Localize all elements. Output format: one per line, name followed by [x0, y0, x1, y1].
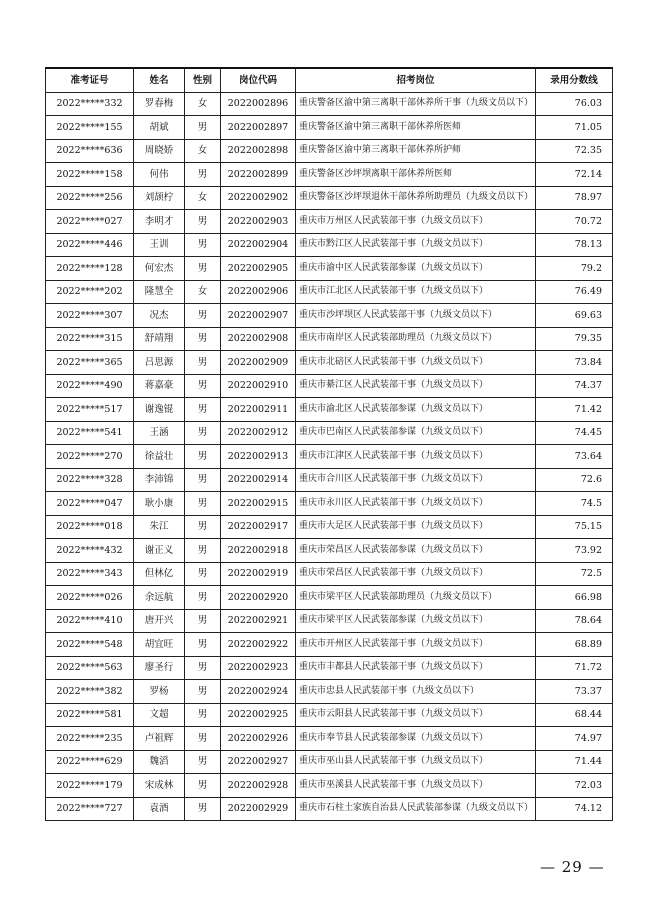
- score-line-cell: 73.64: [536, 445, 613, 469]
- table-row: [46, 257, 613, 281]
- gender-cell: 男: [185, 327, 221, 351]
- table-row: [46, 374, 613, 398]
- name-cell: 唐开兴: [134, 609, 185, 633]
- position-code-cell: 2022002909: [221, 351, 296, 375]
- position-cell: 重庆市开州区人民武装部干事（九级文员以下）: [296, 633, 536, 657]
- exam-id-cell: 2022*****517: [46, 398, 134, 422]
- score-line-cell: 78.97: [536, 186, 613, 210]
- position-cell: 重庆市梁平区人民武装部助理员（九级文员以下）: [296, 586, 536, 610]
- name-cell: 舒靖翔: [134, 327, 185, 351]
- exam-id-cell: 2022*****332: [46, 92, 134, 116]
- gender-cell: 女: [185, 280, 221, 304]
- gender-cell: 男: [185, 703, 221, 727]
- position-code-cell: 2022002906: [221, 280, 296, 304]
- score-line-cell: 70.72: [536, 210, 613, 234]
- position-cell: 重庆市江北区人民武装部干事（九级文员以下）: [296, 280, 536, 304]
- name-cell: 王涵: [134, 421, 185, 445]
- position-cell: 重庆市黔江区人民武装部干事（九级文员以下）: [296, 233, 536, 257]
- position-cell: 重庆市永川区人民武装部干事（九级文员以下）: [296, 492, 536, 516]
- gender-cell: 男: [185, 727, 221, 751]
- name-cell: 但林亿: [134, 562, 185, 586]
- gender-cell: 男: [185, 539, 221, 563]
- exam-id-cell: 2022*****410: [46, 609, 134, 633]
- exam-id-cell: 2022*****256: [46, 186, 134, 210]
- gender-cell: 男: [185, 421, 221, 445]
- name-cell: 宋成林: [134, 774, 185, 798]
- gender-cell: 男: [185, 351, 221, 375]
- score-line-cell: 71.72: [536, 656, 613, 680]
- table-header-row: [46, 68, 613, 92]
- position-code-cell: 2022002912: [221, 421, 296, 445]
- table-row: [46, 468, 613, 492]
- gender-cell: 男: [185, 515, 221, 539]
- table-row: [46, 633, 613, 657]
- table-row: [46, 539, 613, 563]
- position-cell: 重庆市巫溪县人民武装部干事（九级文员以下）: [296, 774, 536, 798]
- position-cell: 重庆警备区渝中第三离职干部休养所医师: [296, 116, 536, 140]
- page-number: — 29 —: [540, 858, 605, 876]
- position-code-cell: 2022002904: [221, 233, 296, 257]
- gender-cell: 男: [185, 374, 221, 398]
- position-cell: 重庆市南岸区人民武装部助理员（九级文员以下）: [296, 327, 536, 351]
- exam-id-cell: 2022*****727: [46, 797, 134, 821]
- position-code-cell: 2022002928: [221, 774, 296, 798]
- exam-id-cell: 2022*****270: [46, 445, 134, 469]
- gender-cell: 男: [185, 633, 221, 657]
- score-line-cell: 76.49: [536, 280, 613, 304]
- gender-cell: 女: [185, 139, 221, 163]
- name-cell: 谢正义: [134, 539, 185, 563]
- table-row: [46, 680, 613, 704]
- score-line-cell: 74.37: [536, 374, 613, 398]
- score-line-cell: 72.6: [536, 468, 613, 492]
- exam-id-cell: 2022*****328: [46, 468, 134, 492]
- table-row: [46, 797, 613, 821]
- exam-id-cell: 2022*****018: [46, 515, 134, 539]
- table-row: [46, 139, 613, 163]
- name-cell: 文超: [134, 703, 185, 727]
- position-code-cell: 2022002915: [221, 492, 296, 516]
- score-line-cell: 72.14: [536, 163, 613, 187]
- exam-id-cell: 2022*****490: [46, 374, 134, 398]
- table-row: [46, 586, 613, 610]
- table-row: [46, 750, 613, 774]
- table-row: [46, 445, 613, 469]
- position-cell: 重庆市渝北区人民武装部参谋（九级文员以下）: [296, 398, 536, 422]
- position-cell: 重庆市云阳县人民武装部干事（九级文员以下）: [296, 703, 536, 727]
- position-cell: 重庆市巫山县人民武装部干事（九级文员以下）: [296, 750, 536, 774]
- gender-cell: 男: [185, 468, 221, 492]
- name-cell: 刘颉柠: [134, 186, 185, 210]
- header-name: 姓名: [134, 68, 185, 92]
- exam-id-cell: 2022*****179: [46, 774, 134, 798]
- table-row: [46, 351, 613, 375]
- table-row: [46, 304, 613, 328]
- header-position-code: 岗位代码: [221, 68, 296, 92]
- score-line-cell: 71.44: [536, 750, 613, 774]
- table-row: [46, 116, 613, 140]
- gender-cell: 男: [185, 257, 221, 281]
- gender-cell: 男: [185, 656, 221, 680]
- score-line-cell: 73.84: [536, 351, 613, 375]
- score-line-cell: 72.5: [536, 562, 613, 586]
- exam-id-cell: 2022*****563: [46, 656, 134, 680]
- exam-id-cell: 2022*****128: [46, 257, 134, 281]
- position-cell: 重庆市石柱土家族自治县人民武装部参谋（九级文员以下）: [296, 797, 536, 821]
- score-line-cell: 79.35: [536, 327, 613, 351]
- table-row: [46, 562, 613, 586]
- score-line-cell: 69.63: [536, 304, 613, 328]
- position-code-cell: 2022002899: [221, 163, 296, 187]
- gender-cell: 男: [185, 445, 221, 469]
- gender-cell: 男: [185, 562, 221, 586]
- score-line-cell: 74.45: [536, 421, 613, 445]
- position-cell: 重庆市万州区人民武装部干事（九级文员以下）: [296, 210, 536, 234]
- name-cell: 隆慧全: [134, 280, 185, 304]
- position-code-cell: 2022002919: [221, 562, 296, 586]
- name-cell: 廖圣行: [134, 656, 185, 680]
- position-cell: 重庆市梁平区人民武装部参谋（九级文员以下）: [296, 609, 536, 633]
- name-cell: 周晓娇: [134, 139, 185, 163]
- name-cell: 袁酒: [134, 797, 185, 821]
- position-code-cell: 2022002911: [221, 398, 296, 422]
- name-cell: 胡斌: [134, 116, 185, 140]
- table-row: [46, 774, 613, 798]
- exam-id-cell: 2022*****636: [46, 139, 134, 163]
- score-line-cell: 72.03: [536, 774, 613, 798]
- position-code-cell: 2022002917: [221, 515, 296, 539]
- gender-cell: 男: [185, 398, 221, 422]
- score-line-cell: 68.89: [536, 633, 613, 657]
- gender-cell: 男: [185, 586, 221, 610]
- score-line-cell: 68.44: [536, 703, 613, 727]
- exam-id-cell: 2022*****541: [46, 421, 134, 445]
- position-code-cell: 2022002908: [221, 327, 296, 351]
- position-cell: 重庆市忠县人民武装部干事（九级文员以下）: [296, 680, 536, 704]
- name-cell: 朱江: [134, 515, 185, 539]
- position-code-cell: 2022002921: [221, 609, 296, 633]
- position-code-cell: 2022002910: [221, 374, 296, 398]
- position-code-cell: 2022002907: [221, 304, 296, 328]
- name-cell: 耿小康: [134, 492, 185, 516]
- position-cell: 重庆市荣昌区人民武装部参谋（九级文员以下）: [296, 539, 536, 563]
- table-body: [46, 92, 613, 821]
- name-cell: 罗杨: [134, 680, 185, 704]
- position-code-cell: 2022002929: [221, 797, 296, 821]
- name-cell: 余远航: [134, 586, 185, 610]
- position-code-cell: 2022002923: [221, 656, 296, 680]
- table-row: [46, 92, 613, 116]
- name-cell: 胡宜旺: [134, 633, 185, 657]
- position-code-cell: 2022002926: [221, 727, 296, 751]
- header-position: 招考岗位: [296, 68, 536, 92]
- position-code-cell: 2022002920: [221, 586, 296, 610]
- admission-score-table: [45, 67, 613, 821]
- name-cell: 罗春梅: [134, 92, 185, 116]
- gender-cell: 男: [185, 680, 221, 704]
- table-row: [46, 609, 613, 633]
- exam-id-cell: 2022*****446: [46, 233, 134, 257]
- name-cell: 王训: [134, 233, 185, 257]
- gender-cell: 男: [185, 609, 221, 633]
- exam-id-cell: 2022*****026: [46, 586, 134, 610]
- exam-id-cell: 2022*****382: [46, 680, 134, 704]
- position-cell: 重庆市合川区人民武装部干事（九级文员以下）: [296, 468, 536, 492]
- position-cell: 重庆市大足区人民武装部干事（九级文员以下）: [296, 515, 536, 539]
- position-code-cell: 2022002902: [221, 186, 296, 210]
- table-row: [46, 398, 613, 422]
- gender-cell: 女: [185, 186, 221, 210]
- score-line-cell: 74.97: [536, 727, 613, 751]
- table-row: [46, 703, 613, 727]
- table-row: [46, 233, 613, 257]
- table-row: [46, 163, 613, 187]
- header-exam-id: 准考证号: [46, 68, 134, 92]
- position-code-cell: 2022002898: [221, 139, 296, 163]
- exam-id-cell: 2022*****629: [46, 750, 134, 774]
- position-code-cell: 2022002905: [221, 257, 296, 281]
- score-line-cell: 66.98: [536, 586, 613, 610]
- name-cell: 徐益壮: [134, 445, 185, 469]
- position-cell: 重庆市巴南区人民武装部参谋（九级文员以下）: [296, 421, 536, 445]
- position-cell: 重庆市北碚区人民武装部干事（九级文员以下）: [296, 351, 536, 375]
- exam-id-cell: 2022*****581: [46, 703, 134, 727]
- gender-cell: 男: [185, 163, 221, 187]
- table-row: [46, 656, 613, 680]
- name-cell: 吕思源: [134, 351, 185, 375]
- header-score-line: 录用分数线: [536, 68, 613, 92]
- name-cell: 卢祖辉: [134, 727, 185, 751]
- position-cell: 重庆警备区沙坪坝退休干部休养所助理员（九级文员以下）: [296, 186, 536, 210]
- score-line-cell: 71.05: [536, 116, 613, 140]
- score-line-cell: 72.35: [536, 139, 613, 163]
- position-code-cell: 2022002927: [221, 750, 296, 774]
- position-code-cell: 2022002897: [221, 116, 296, 140]
- gender-cell: 男: [185, 774, 221, 798]
- exam-id-cell: 2022*****155: [46, 116, 134, 140]
- position-code-cell: 2022002925: [221, 703, 296, 727]
- position-cell: 重庆市江津区人民武装部干事（九级文员以下）: [296, 445, 536, 469]
- score-line-cell: 79.2: [536, 257, 613, 281]
- name-cell: 魏滔: [134, 750, 185, 774]
- position-cell: 重庆警备区渝中第三离职干部休养所护师: [296, 139, 536, 163]
- table-row: [46, 492, 613, 516]
- gender-cell: 男: [185, 750, 221, 774]
- gender-cell: 男: [185, 492, 221, 516]
- position-cell: 重庆市荣昌区人民武装部干事（九级文员以下）: [296, 562, 536, 586]
- table-row: [46, 327, 613, 351]
- name-cell: 况杰: [134, 304, 185, 328]
- position-code-cell: 2022002896: [221, 92, 296, 116]
- position-code-cell: 2022002903: [221, 210, 296, 234]
- header-gender: 性别: [185, 68, 221, 92]
- table-row: [46, 210, 613, 234]
- exam-id-cell: 2022*****158: [46, 163, 134, 187]
- exam-id-cell: 2022*****307: [46, 304, 134, 328]
- position-cell: 重庆市奉节县人民武装部参谋（九级文员以下）: [296, 727, 536, 751]
- exam-id-cell: 2022*****047: [46, 492, 134, 516]
- gender-cell: 男: [185, 304, 221, 328]
- name-cell: 蒋嘉豪: [134, 374, 185, 398]
- score-line-cell: 78.13: [536, 233, 613, 257]
- gender-cell: 女: [185, 92, 221, 116]
- score-line-cell: 76.03: [536, 92, 613, 116]
- score-line-cell: 75.15: [536, 515, 613, 539]
- gender-cell: 男: [185, 116, 221, 140]
- exam-id-cell: 2022*****315: [46, 327, 134, 351]
- exam-id-cell: 2022*****548: [46, 633, 134, 657]
- position-cell: 重庆市丰都县人民武装部干事（九级文员以下）: [296, 656, 536, 680]
- name-cell: 谢逸锟: [134, 398, 185, 422]
- score-line-cell: 78.64: [536, 609, 613, 633]
- position-cell: 重庆警备区沙坪坝离职干部休养所医师: [296, 163, 536, 187]
- table-row: [46, 280, 613, 304]
- position-code-cell: 2022002914: [221, 468, 296, 492]
- position-code-cell: 2022002924: [221, 680, 296, 704]
- position-cell: 重庆市渝中区人民武装部参谋（九级文员以下）: [296, 257, 536, 281]
- score-line-cell: 74.5: [536, 492, 613, 516]
- table-row: [46, 186, 613, 210]
- position-cell: 重庆市沙坪坝区人民武装部干事（九级文员以下）: [296, 304, 536, 328]
- table-row: [46, 421, 613, 445]
- table-row: [46, 727, 613, 751]
- exam-id-cell: 2022*****343: [46, 562, 134, 586]
- score-line-cell: 71.42: [536, 398, 613, 422]
- gender-cell: 男: [185, 797, 221, 821]
- name-cell: 何伟: [134, 163, 185, 187]
- exam-id-cell: 2022*****027: [46, 210, 134, 234]
- exam-id-cell: 2022*****202: [46, 280, 134, 304]
- position-code-cell: 2022002922: [221, 633, 296, 657]
- gender-cell: 男: [185, 233, 221, 257]
- position-code-cell: 2022002913: [221, 445, 296, 469]
- name-cell: 何宏杰: [134, 257, 185, 281]
- exam-id-cell: 2022*****432: [46, 539, 134, 563]
- score-line-cell: 73.37: [536, 680, 613, 704]
- position-code-cell: 2022002918: [221, 539, 296, 563]
- gender-cell: 男: [185, 210, 221, 234]
- name-cell: 李明才: [134, 210, 185, 234]
- score-line-cell: 74.12: [536, 797, 613, 821]
- name-cell: 李沛锦: [134, 468, 185, 492]
- exam-id-cell: 2022*****365: [46, 351, 134, 375]
- position-cell: 重庆市綦江区人民武装部干事（九级文员以下）: [296, 374, 536, 398]
- exam-id-cell: 2022*****235: [46, 727, 134, 751]
- position-cell: 重庆警备区渝中第三离职干部休养所干事（九级文员以下）: [296, 92, 536, 116]
- score-line-cell: 73.92: [536, 539, 613, 563]
- table-row: [46, 515, 613, 539]
